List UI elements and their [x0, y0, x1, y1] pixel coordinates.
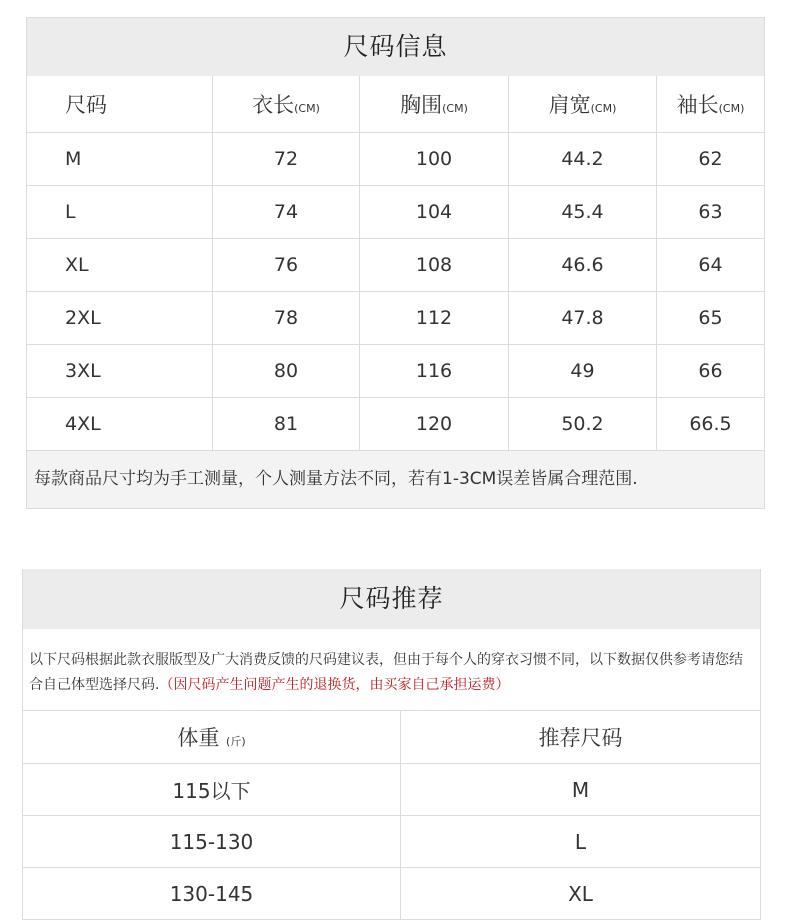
- recommend-description-text: 以下尺码根据此款衣服版型及广大消费反馈的尺码建议表，但由于每个人的穿衣习惯不同，以下数据仅供参考请您结合自己体型选择尺码.: [29, 652, 743, 693]
- shoulder-cell: 44.2: [509, 133, 657, 186]
- size-cell: 3XL: [27, 345, 213, 398]
- return-shipping-warning: （因尺码产生问题产生的退换货，由买家自己承担运费）: [159, 677, 510, 693]
- recommended-size-cell: XL: [401, 868, 761, 920]
- length-cell: 81: [213, 398, 360, 451]
- table-row: [27, 239, 764, 292]
- sleeve-cell: 66.5: [657, 398, 765, 451]
- length-cell: 76: [213, 239, 360, 292]
- chest-cell: 112: [360, 292, 509, 345]
- recommended-size-cell: L: [401, 816, 761, 868]
- measurement-note: 每款商品尺寸均为手工测量，个人测量方法不同，若有1-3CM误差皆属合理范围.: [27, 451, 764, 508]
- recommend-description: [23, 629, 760, 710]
- table-row: [23, 816, 760, 868]
- table-row: [23, 764, 760, 816]
- weight-cell: 130-145: [23, 868, 401, 920]
- sleeve-cell: 65: [657, 292, 765, 345]
- chest-cell: 120: [360, 398, 509, 451]
- size-cell: XL: [27, 239, 213, 292]
- chest-cell: 104: [360, 186, 509, 239]
- size-recommend-title: 尺码推荐: [23, 569, 760, 629]
- size-cell: 4XL: [27, 398, 213, 451]
- header-length: 衣长(CM): [213, 76, 360, 133]
- size-recommend-panel: [22, 569, 761, 920]
- shoulder-cell: 47.8: [509, 292, 657, 345]
- sleeve-cell: 62: [657, 133, 765, 186]
- length-cell: 80: [213, 345, 360, 398]
- size-cell: M: [27, 133, 213, 186]
- chest-cell: 100: [360, 133, 509, 186]
- weight-cell: 115-130: [23, 816, 401, 868]
- header-sleeve: 袖长(CM): [657, 76, 765, 133]
- table-row: [27, 345, 764, 398]
- length-cell: 78: [213, 292, 360, 345]
- table-row: [27, 398, 764, 451]
- header-size: 尺码: [27, 76, 213, 133]
- table-row: [27, 292, 764, 345]
- shoulder-cell: 50.2: [509, 398, 657, 451]
- header-recommended-size: 推荐尺码: [401, 711, 761, 764]
- table-row: [27, 186, 764, 239]
- size-table-header: [27, 76, 764, 133]
- table-row: [23, 868, 760, 920]
- length-cell: 72: [213, 133, 360, 186]
- header-chest: 胸围(CM): [360, 76, 509, 133]
- weight-cell: 115以下: [23, 764, 401, 816]
- sleeve-cell: 64: [657, 239, 765, 292]
- size-table: [27, 76, 764, 451]
- size-cell: L: [27, 186, 213, 239]
- header-shoulder: 肩宽(CM): [509, 76, 657, 133]
- table-row: [27, 133, 764, 186]
- size-info-panel: [26, 17, 765, 509]
- chest-cell: 116: [360, 345, 509, 398]
- shoulder-cell: 49: [509, 345, 657, 398]
- header-weight: 体重 (斤): [23, 711, 401, 764]
- sleeve-cell: 63: [657, 186, 765, 239]
- size-info-title: 尺码信息: [27, 18, 764, 76]
- length-cell: 74: [213, 186, 360, 239]
- recommend-table-header: [23, 711, 760, 764]
- shoulder-cell: 45.4: [509, 186, 657, 239]
- shoulder-cell: 46.6: [509, 239, 657, 292]
- size-cell: 2XL: [27, 292, 213, 345]
- chest-cell: 108: [360, 239, 509, 292]
- recommend-table: [23, 710, 760, 920]
- recommended-size-cell: M: [401, 764, 761, 816]
- sleeve-cell: 66: [657, 345, 765, 398]
